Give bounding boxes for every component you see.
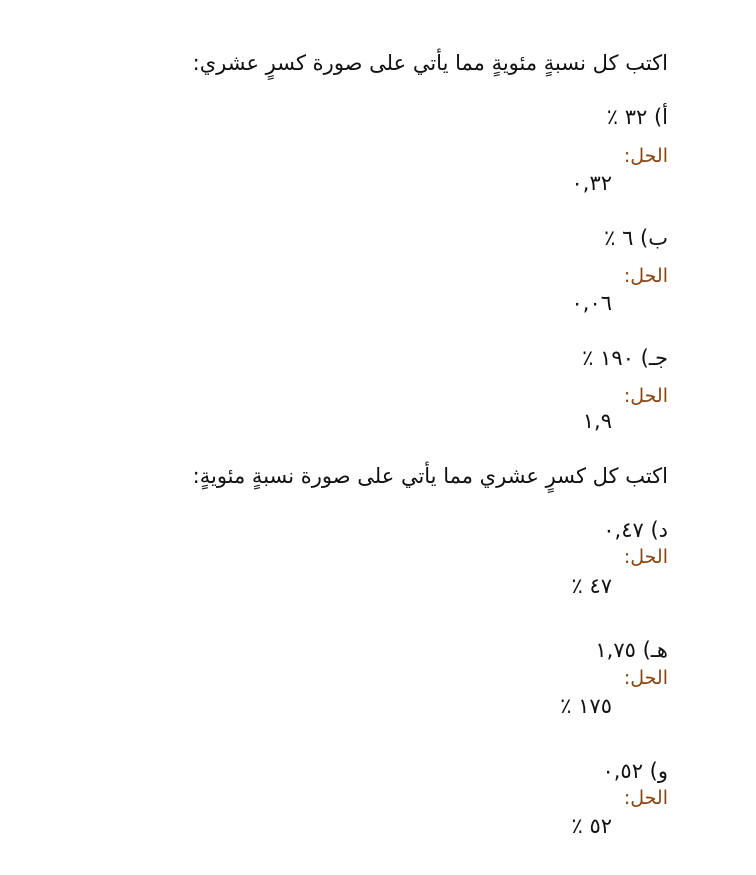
section1-heading: اكتب كل نسبةٍ مئويةٍ مما يأتي على صورة كسرٍ عشري: xyxy=(192,51,668,75)
solution-label-e: الحل: xyxy=(623,667,668,689)
section2-heading: اكتب كل كسرٍ عشري مما يأتي على صورة نسبةٍ مئويةٍ: xyxy=(192,464,668,488)
answer-f: ٥٢ ٪ xyxy=(571,814,612,838)
solution-label-c: الحل: xyxy=(623,385,668,407)
question-c: جـ) ١٩٠ ٪ xyxy=(582,346,668,370)
answer-d: ٤٧ ٪ xyxy=(571,574,612,598)
solution-label-a: الحل: xyxy=(623,145,668,167)
solution-label-f: الحل: xyxy=(623,787,668,809)
answer-c: ١,٩ xyxy=(582,409,612,433)
question-d: د) ٠,٤٧ xyxy=(603,518,668,542)
solution-label-b: الحل: xyxy=(623,265,668,287)
answer-e: ١٧٥ ٪ xyxy=(560,694,612,718)
question-b: ب) ٦ ٪ xyxy=(604,226,668,250)
question-e: هـ) ١,٧٥ xyxy=(595,638,668,662)
answer-b: ٠,٠٦ xyxy=(571,291,612,315)
solution-label-d: الحل: xyxy=(623,546,668,568)
question-f: و) ٠,٥٢ xyxy=(602,759,668,783)
question-a: أ) ٣٢ ٪ xyxy=(606,105,668,129)
answer-a: ٠,٣٢ xyxy=(571,171,612,195)
